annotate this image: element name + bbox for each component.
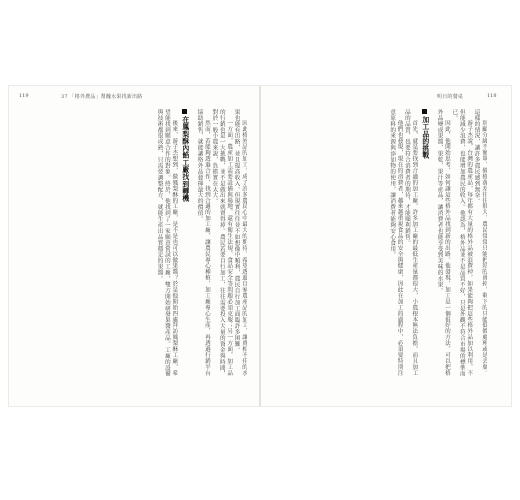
right-paragraph: 因此，他開始思考，如何讓這些格外品找到新的出路。他發現，加工是一個很好的方法，可以把格外品變成果醬、果乾、果汁等產品，讓消費者也能享受到美味的水果。 [436, 109, 450, 377]
heading-marker-icon [182, 109, 187, 114]
left-section-heading-text: 在鳳梨酥內餡工廠找到轉機 [180, 116, 189, 202]
right-paragraph: 他們也發現，現在的消費者，越來越重視食品的安全與健康，因此在加工的過程中，必須要特別注意原料的來源與添加物的使用，讓消費者能夠安心食用。 [389, 109, 403, 377]
left-section-heading [180, 109, 187, 377]
book-spread [9, 86, 511, 406]
right-page-number: 118 [487, 93, 497, 99]
right-paragraph: 別顧分級不簡單，價格落差往往很大，農民常常只能把好的賣掉，剩下的只能低價處理或是丟棄。這樣的情況，讓許多農民感到無奈。 [473, 109, 487, 377]
left-page-number: 119 [19, 93, 29, 99]
heading-marker-icon [422, 109, 427, 114]
left-paragraph: 後來，游子杰想到，做鳳梨酥的工廠，是不是也可以做果醬？於是他開始四處拜訪鳳梨酥工廠，希望能找到願意合作的對象。終於，他找到了一家願意嘗試的工廠，雙方開始研發果醬產品。工廠的設備與技術都很成熟，只需要調整配方，就能生產出品質穩定的果醬。 [156, 109, 178, 377]
page-gutter [259, 86, 261, 406]
left-running-head: 37 「格外農品」幫醜水果找新出路 [61, 94, 143, 100]
right-running-head: 明日的餐桌 [437, 94, 464, 100]
left-page-body [71, 109, 247, 377]
right-paragraph: 首先，就是要找到合適的加工廠。許多加工廠的最低生產量都很大，小農根本無法負擔。而且加工品的品質，也要符合消費者的期待，才能順利銷售。 [403, 109, 418, 377]
left-paragraph: 一方面，農產加工需要設備與場地，還有衛生法規、食品安全等問題必須克服；另一方面，加工品的行銷也是一大挑戰，並不是做出來就賣得掉。農民若要自行加工，往往需要投入大量的資金與時間，對於一般小農來說，負擔實在太大。 [211, 109, 233, 377]
right-page-body [273, 109, 487, 377]
left-paragraph: 然而，若能夠透過合作，找到合適的加工廠，讓農民專心種植，加工廠專心生產，再透過行銷平台協助銷售，就能讓格外品發揮最大的價值。 [196, 109, 210, 377]
right-section-heading [420, 109, 427, 377]
left-paragraph: 因此格外品的加工，成了許多農民心中最大的期待。希望透過自家農產品的加工，讓賣相不佳的水果也能有出路，並且提高收入。但現實往往並不如想像中順利，農民自行加工面臨許多困難。 [233, 109, 247, 377]
right-paragraph: 游子杰說，台灣的農產品，每年都有大量的格外品被浪費掉，如果能夠把這些格外品加以利用，不但能減少浪費，也能增加農民的收入。他認為，格外品並不是品質不好，只是外觀不符合市場的標準而已。 [451, 109, 473, 377]
right-section-heading-text: 加工品的挑戰 [420, 116, 429, 159]
